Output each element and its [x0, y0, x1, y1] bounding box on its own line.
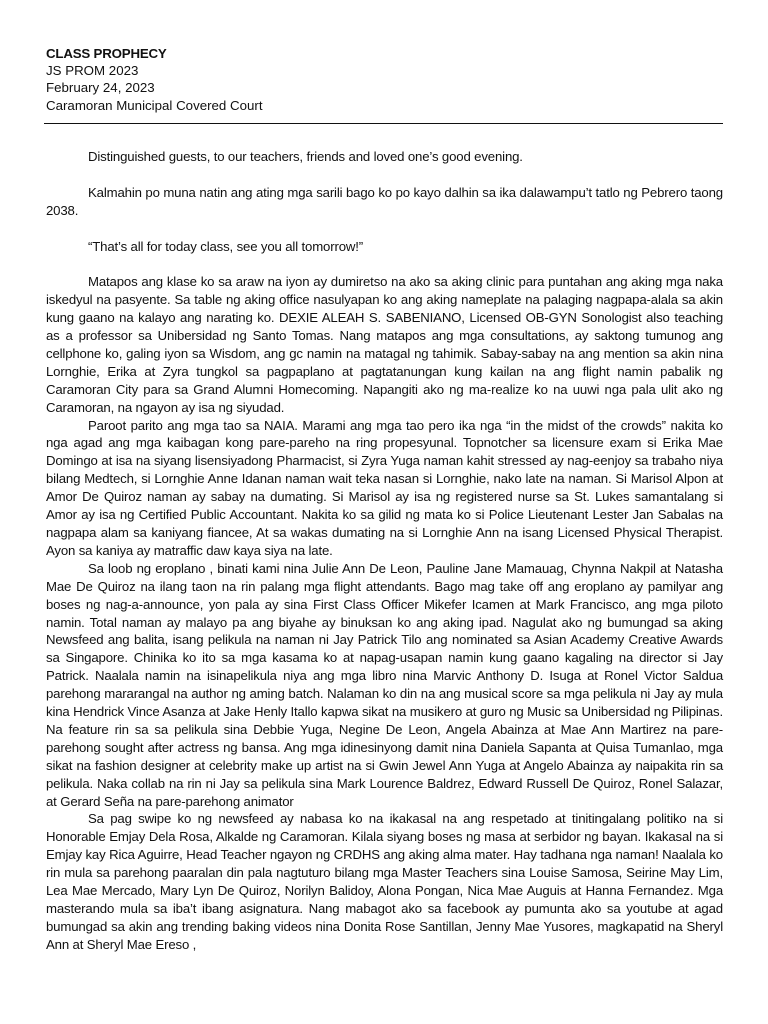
body-paragraph: Sa pag swipe ko ng newsfeed ay nabasa ko na ikakasal na ang respetado at tinitingalang politiko na si Honorable Emjay Dela Rosa, Alkalde ng Caramoran. Kilala siyang boses ng masa at serbidor ng bayan. Ikakasal na si Emjay kay Rica Aguirre, Head Teacher ngayon ng CRDHS ang aking alma mater. Hay tadhana nga naman! Naalala ko rin mula sa parehong paaralan din pala nagtuturo bilang mga Master Teachers sina Louise Samosa, Seirine May Lim, Lea Mae Mercado, Mary Lyn De Quiroz, Norilyn Balidoy, Alona Pongan, Nica Mae Auguis at Hanna Fernandez. Mga masterando mula sa iba’t ibang asignatura. Nang mabagot ako sa facebook ay pumunta ako sa youtube at agad bumungad sa akin ang trending baking videos nina Donita Rose Santillan, Jenny Mae Yusores, magkapatid na Sheryl Ann at Sheryl Mae Ereso ,	[46, 811, 723, 952]
event-date: February 24, 2023	[46, 80, 155, 96]
greeting-paragraph: Distinguished guests, to our teachers, friends and loved one’s good evening.	[88, 149, 523, 164]
body-paragraph: Matapos ang klase ko sa araw na iyon ay dumiretso na ako sa aking clinic para puntahan ang aking mga naka iskedyul na pasyente. Sa table ng aking office nasulyapan ko ang aking nameplate na palaging nagpapa-alala sa akin kung gaano na kalayo ang narating ko. DEXIE ALEAH S. SABENIANO, Licensed OB-GYN Sonologist also teaching as a professor sa Unibersidad ng Santo Tomas. Nang matapos ang mga consultations, ay saktong tumunog ang cellphone ko, galing iyon sa Wisdom, ang gc namin na matagal ng tahimik. Sabay-sabay na ang mention sa akin nina Lornghie, Erika at Zyra tungkol sa pagpaplano at pagtatanungan kung kailan na ang flight namin pabalik ng Caramoran City para sa Grand Alumni Homecoming. Napangiti ako ng ma-realize ko na uuwi nga pala ulit ako ng Caramoran, na ngayon ay isa ng siyudad.	[46, 274, 723, 415]
document-title: CLASS PROPHECY	[46, 46, 167, 61]
opening-paragraph: Kalmahin po muna natin ang ating mga sarili bago ko po kayo dalhin sa ika dalawampu’t tatlo ng Pebrero taong 2038.	[46, 184, 723, 218]
document-header	[46, 45, 726, 114]
quote-paragraph: “That’s all for today class, see you all tomorrow!”	[88, 238, 364, 254]
event-venue: Caramoran Municipal Covered Court	[46, 97, 263, 113]
body-paragraph: Paroot parito ang mga tao sa NAIA. Marami ang mga tao pero ika nga “in the midst of the crowds” nakita ko nga agad ang mga kaibagan kong pare-pareho na ring propesyunal. Topnotcher sa licensure exam si Erika Mae Domingo at isa na siyang lisensiyadong Pharmacist, si Zyra Yuga naman kahit stressed ay nag-eenjoy sa trabaho niya bilang Medtech, si Lornghie Anne Idanan naman wait teka nasan si Lornghie, nako late na naman. Si Marisol Alpon at Amor De Quiroz naman ay sabay na dumating. Si Marisol ay isa ng registered nurse sa St. Lukes samantalang si Amor ay isa ng Certified Public Accountant. Nakita ko sa gilid ng mata ko si Police Lieutenant Lester Jan Sabalas na nagpapa alam sa kaniyang fiancee, At sa wakas dumating na si Lornghie Ann na isang Licensed Physical Therapist. Ayon sa kaniya ay matraffic daw kaya siya na late.	[46, 417, 723, 558]
header-divider	[44, 123, 723, 124]
body-paragraph: Sa loob ng eroplano , binati kami nina Julie Ann De Leon, Pauline Jane Mamauag, Chynna Nakpil at Natasha Mae De Quiroz na ilang taon na rin palang mga flight attendants. Bago mag take off ang eroplano ay pamilyar ang boses ng nag-a-announce, yon pala ay sina First Class Officer Mikefer Icamen at Mark Francisco, ang mga piloto namin. Total naman ay malayo pa ang biyahe ay binuksan ko ang aking ipad. Nagulat ako ng bumungad sa aking Newsfeed ang balita, isang pelikula na naman ni Jay Patrick Tilo ang nominated sa Asian Academy Creative Awards sa Singapore. Chinika ko ito sa mga kasama ko at napag-usapan namin kung gaano kagaling na director si Jay Patrick. Naalala namin na isinapelikula niya ang mga libro nina Marvic Anthony D. Isuga at Ronel Victor Saldua parehong mararangal na author ng aming batch. Nalaman ko din na ang musical score sa mga pelikula ni Jay ay mula kina Hendrick Vince Asanza at Jake Henly Itallo kapwa sikat na musikero at guro ng Music sa Unibersidad ng Pilipinas. Na feature rin sa sa pelikula sina Debbie Yuga, Negine De Leon, Angela Abainza at Mae Ann Martirez na pare-parehong sought after actress ng bansa. Ang mga idinesinyong damit nina Daniela Sapanta at Quisa Tumanlao, mga sikat na fashion designer at celebrity make up artist na si Gwin Jewel Ann Yuga at Angelo Abainza ay naipakita rin sa pelikula. Naka collab na rin ni Jay sa pelikula sina Mark Lourence Baldrez, Edward Russell De Quiroz, Ronel Salazar, at Gerard Seña na pare-parehong animator	[46, 560, 723, 809]
event-name: JS PROM 2023	[46, 63, 139, 79]
document-body	[46, 148, 723, 954]
